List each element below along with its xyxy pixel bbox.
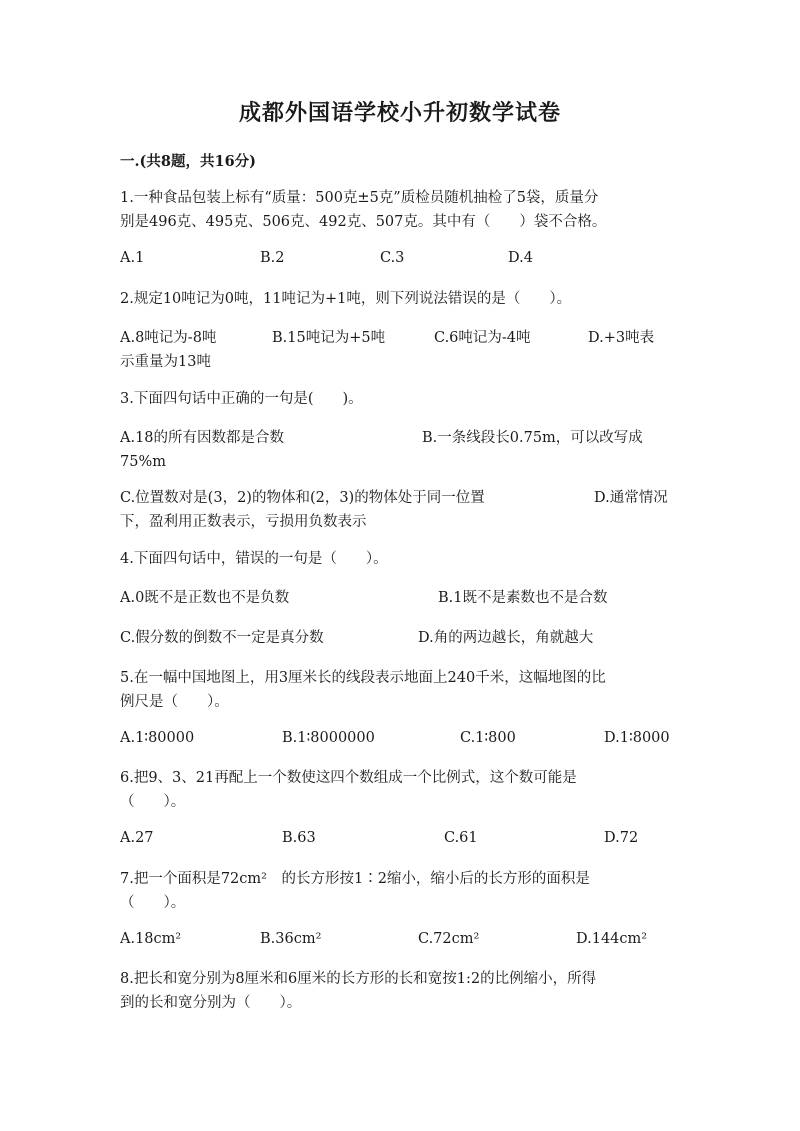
options-q6 — [120, 826, 680, 850]
question-text-line: 5.在一幅中国地图上，用3厘米长的线段表示地面上240千米，这幅地图的比 — [120, 670, 606, 686]
question-4 — [120, 547, 680, 571]
question-2 — [120, 287, 680, 311]
question-text-line: 8.把长和宽分别为8厘米和6厘米的长方形的长和宽按1:2的比例缩小，所得 — [120, 971, 597, 987]
option-b[interactable]: B.15吨记为+5吨 — [272, 330, 386, 346]
options-q2 — [120, 326, 680, 374]
options-q5 — [120, 726, 680, 750]
option-b[interactable]: B.1既不是素数也不是合数 — [438, 590, 608, 606]
question-1 — [120, 186, 680, 234]
page-title: 成都外国语学校小升初数学试卷 — [238, 100, 561, 126]
option-d[interactable]: D.1∶8000 — [604, 730, 670, 746]
option-b[interactable]: B.1∶8000000 — [282, 730, 375, 746]
option-b[interactable]: B.63 — [282, 830, 316, 846]
option-c[interactable]: C.6吨记为-4吨 — [434, 330, 531, 346]
option-c[interactable]: C.假分数的倒数不一定是真分数 — [120, 630, 324, 646]
question-text-line: 7.把一个面积是72cm² 的长方形按1∶2缩小，缩小后的长方形的面积是 — [120, 871, 590, 887]
option-b-continued: 75%m — [120, 454, 166, 470]
option-d[interactable]: D.72 — [604, 830, 639, 846]
option-c[interactable]: C.1∶800 — [460, 730, 516, 746]
question-text-line: （ ）。 — [120, 794, 186, 810]
option-d[interactable]: D.角的两边越长，角就越大 — [418, 630, 594, 646]
question-text-line: 3.下面四句话中正确的一句是( )。 — [120, 391, 363, 407]
options-q4-ab — [120, 586, 680, 610]
question-text-line: 到的长和宽分别为（ ）。 — [120, 995, 302, 1011]
option-a[interactable]: A.18cm² — [120, 931, 182, 947]
question-text-line: 别是496克、495克、506克、492克、507克。其中有（ ）袋不合格。 — [120, 214, 607, 230]
section-heading: 一.(共8题，共16分) — [120, 153, 257, 170]
option-a[interactable]: A.0既不是正数也不是负数 — [120, 590, 290, 606]
option-c[interactable]: C.61 — [444, 830, 478, 846]
option-d-continued: 示重量为13吨 — [120, 354, 211, 370]
question-text-line: 2.规定10吨记为0吨，11吨记为+1吨，则下列说法错误的是（ ）。 — [120, 291, 572, 307]
options-q3-ab — [120, 426, 680, 474]
option-d[interactable]: D.4 — [508, 250, 533, 266]
option-d[interactable]: D.+3吨表 — [588, 330, 655, 346]
option-c[interactable]: C.3 — [380, 250, 405, 266]
question-text-line: 例尺是（ ）。 — [120, 694, 229, 710]
question-text-line: （ ）。 — [120, 895, 186, 911]
question-3 — [120, 387, 680, 411]
option-b[interactable]: B.2 — [260, 250, 285, 266]
option-a[interactable]: A.1 — [120, 250, 145, 266]
option-a[interactable]: A.8吨记为-8吨 — [120, 330, 217, 346]
option-d-continued: 下，盈利用正数表示，亏损用负数表示 — [120, 514, 367, 530]
question-7 — [120, 867, 680, 915]
option-d[interactable]: D.通常情况 — [594, 490, 668, 506]
option-a[interactable]: A.18的所有因数都是合数 — [120, 430, 285, 446]
options-q3-cd — [120, 486, 680, 534]
options-q4-cd — [120, 626, 680, 650]
option-a[interactable]: A.27 — [120, 830, 154, 846]
option-c[interactable]: C.72cm² — [418, 931, 480, 947]
question-6 — [120, 766, 680, 814]
options-q7 — [120, 927, 680, 951]
question-5 — [120, 666, 680, 714]
option-a[interactable]: A.1∶80000 — [120, 730, 195, 746]
option-b[interactable]: B.36cm² — [260, 931, 322, 947]
question-8 — [120, 967, 680, 1015]
question-text-line: 1.一种食品包装上标有“质量：500克±5克”质检员随机抽检了5袋，质量分 — [120, 190, 599, 206]
option-c[interactable]: C.位置数对是(3，2)的物体和(2，3)的物体处于同一位置 — [120, 490, 485, 506]
option-b[interactable]: B.一条线段长0.75m，可以改写成 — [422, 430, 643, 446]
question-text-line: 6.把9、3、21再配上一个数使这四个数组成一个比例式，这个数可能是 — [120, 770, 577, 786]
option-d[interactable]: D.144cm² — [576, 931, 648, 947]
question-text-line: 4.下面四句话中，错误的一句是（ ）。 — [120, 551, 388, 567]
options-q1 — [120, 246, 680, 270]
